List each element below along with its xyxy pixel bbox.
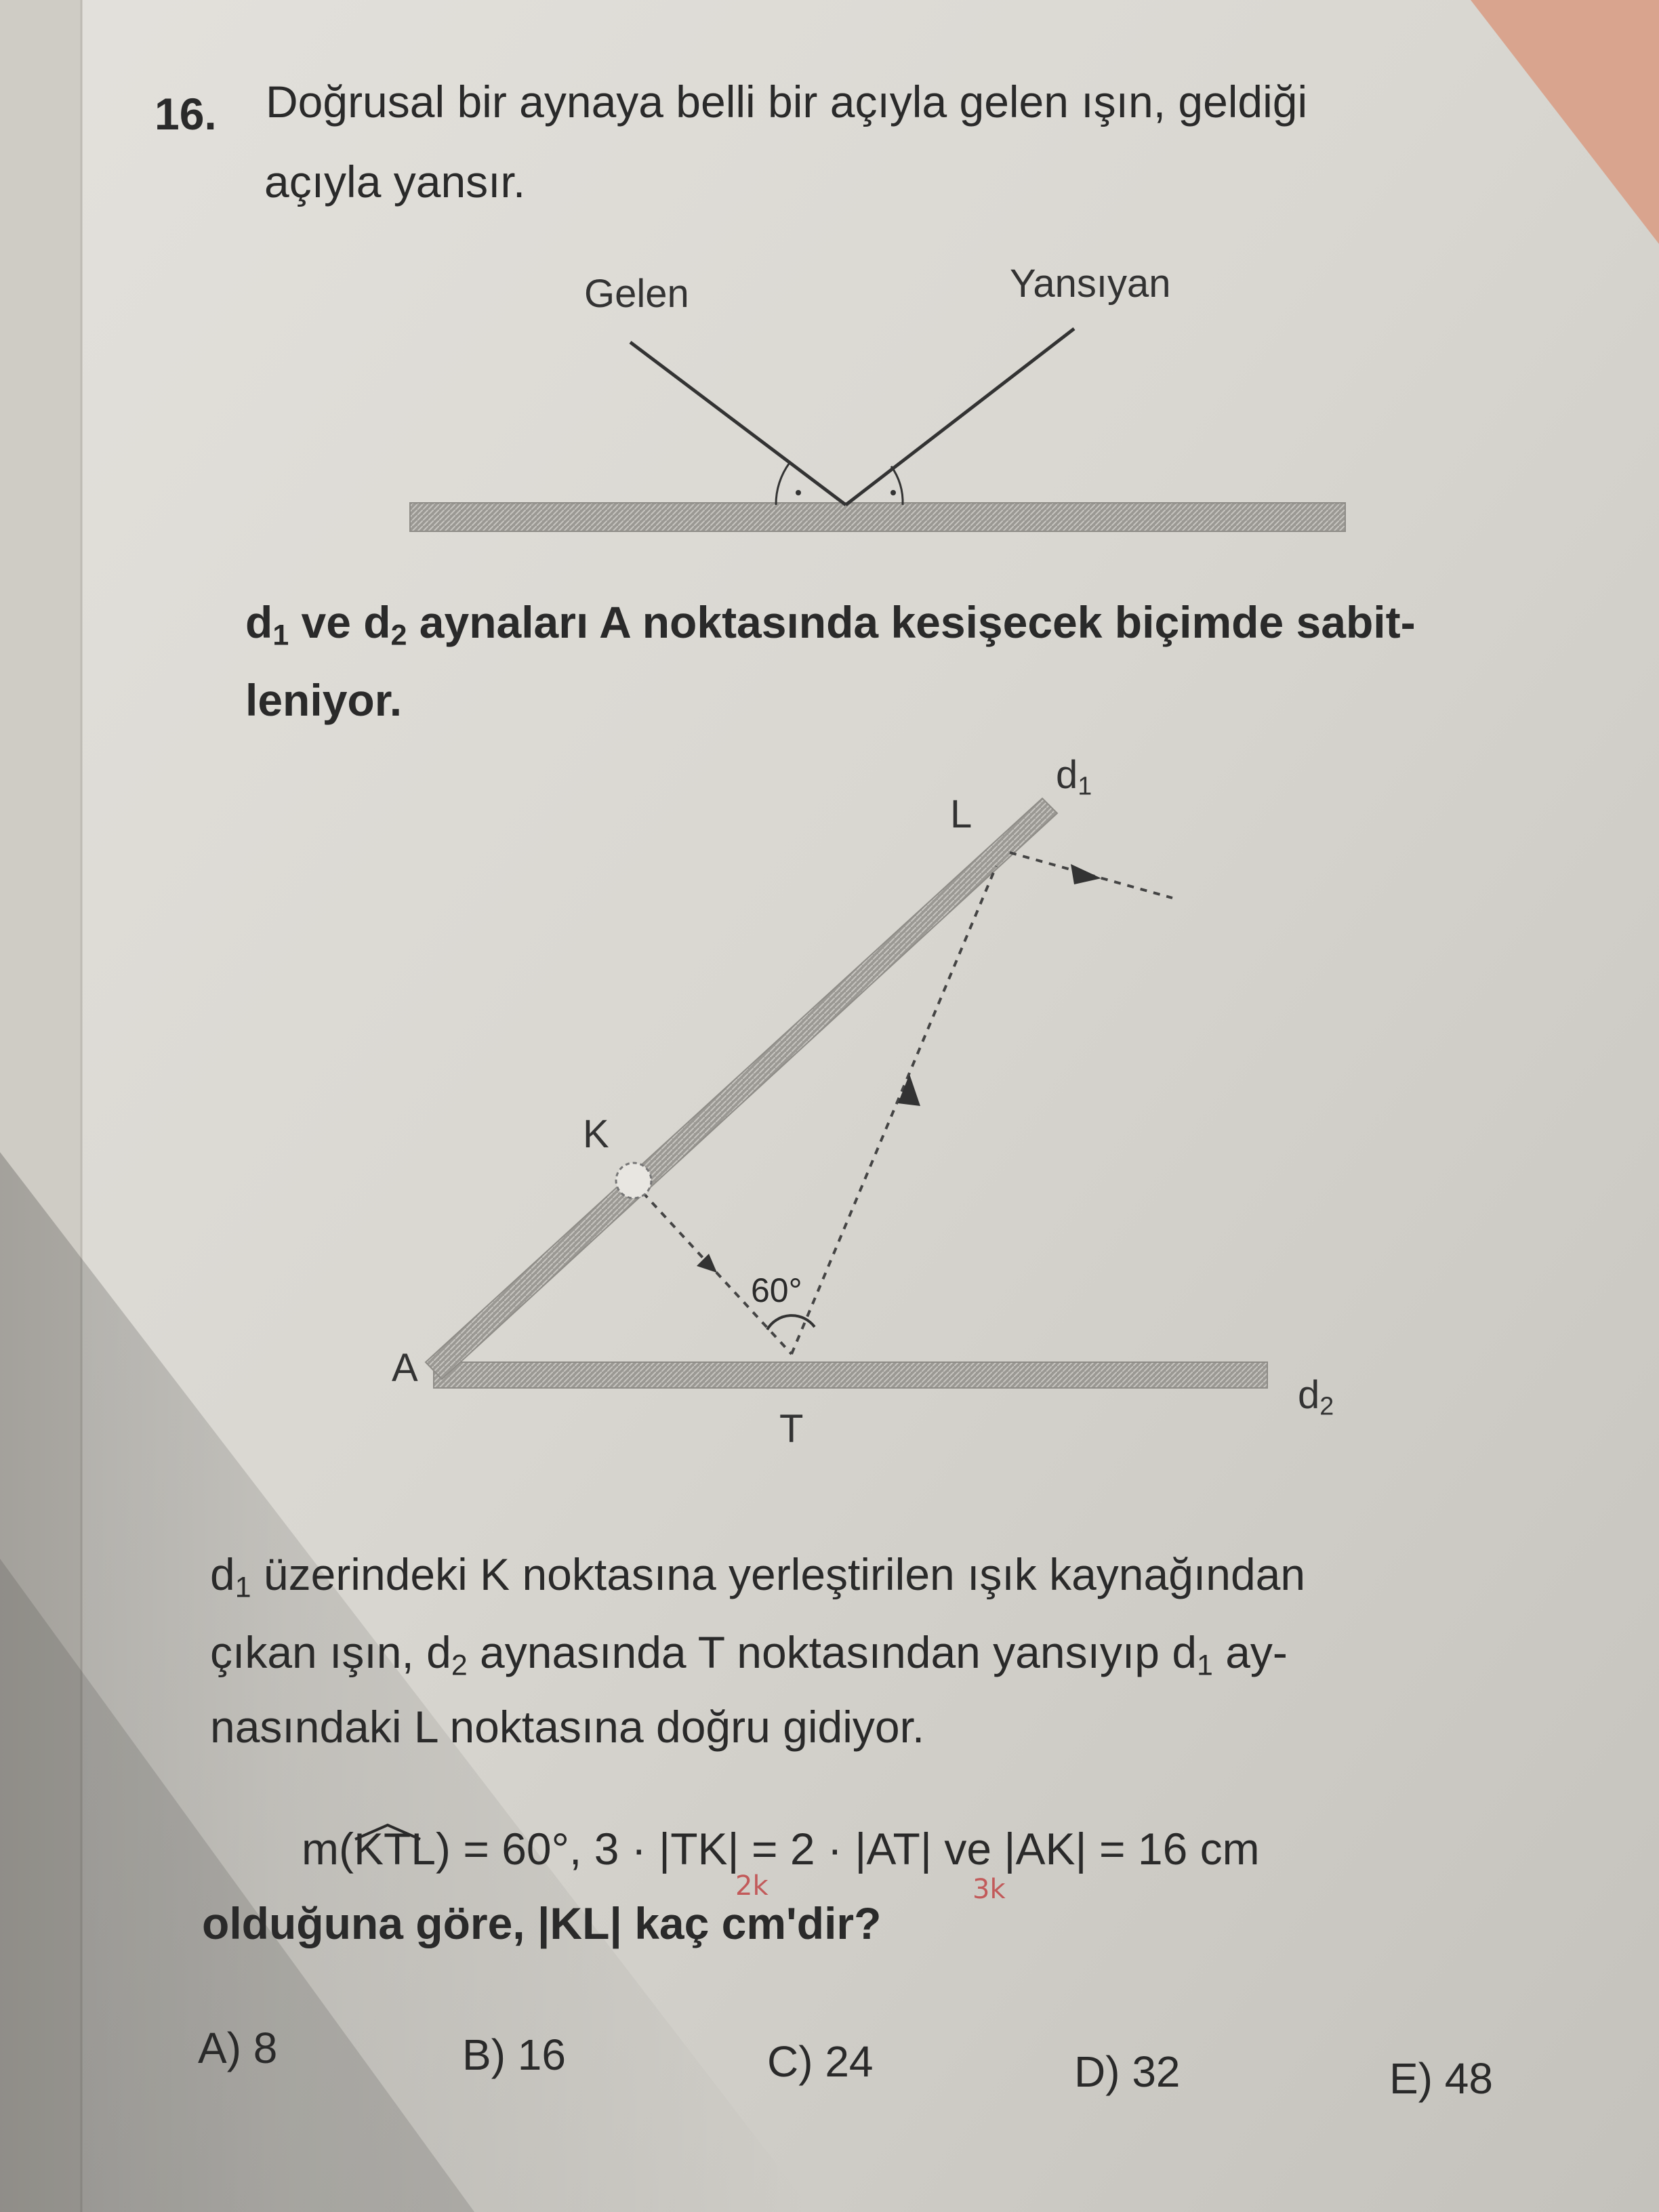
- arrow-after-l: [1071, 864, 1101, 884]
- incoming-label: Gelen: [584, 272, 689, 316]
- option-e[interactable]: E) 48: [1389, 2054, 1493, 2103]
- light-source-k: [616, 1163, 651, 1198]
- reflected-label: Yansıyan: [1010, 262, 1171, 306]
- mirror-d2-label: $d_2$: [1298, 1373, 1334, 1420]
- angle-ktl: KTL: [353, 1824, 436, 1874]
- point-t-label: T: [779, 1407, 804, 1451]
- arrow-k-to-t: [697, 1254, 717, 1273]
- setup-line-2: leniyor.: [245, 675, 403, 725]
- point-k-label: K: [583, 1112, 609, 1156]
- question-prompt: olduğuna göre, |KL| kaç cm'dir?: [202, 1898, 882, 1948]
- body-line-3: nasındaki L noktasına doğru gidiyor.: [210, 1702, 925, 1752]
- point-l-label: L: [950, 792, 972, 836]
- handwritten-note-3k: 3k: [972, 1874, 1006, 1905]
- body-line-2: çıkan ışın, $d_2$ aynasında T noktasından yansıyıp $d_1$ ay-: [210, 1627, 1288, 1682]
- handwritten-note-2k: 2k: [735, 1870, 769, 1902]
- point-a-label: A: [392, 1346, 418, 1390]
- question-number: 16.: [155, 89, 217, 139]
- mirror-d1: [426, 798, 1057, 1379]
- option-b[interactable]: B) 16: [462, 2030, 566, 2079]
- angle-60-label: 60°: [751, 1271, 802, 1309]
- intro-line-1: Doğrusal bir aynaya belli bir açıyla gelen ışın, geldiği: [266, 77, 1308, 127]
- angle-60-arc: [767, 1315, 815, 1330]
- body-line-1: $d_1$ üzerindeki K noktasına yerleştirilen ışık kaynağından: [210, 1549, 1306, 1604]
- mirror-d2: [434, 1362, 1267, 1388]
- option-d[interactable]: D) 32: [1074, 2047, 1181, 2096]
- intro-line-2: açıyla yansır.: [264, 157, 526, 207]
- setup-line-1: $d_1$ ve $d_2$ aynaları A noktasında kesişecek biçimde sabit-: [245, 597, 1416, 652]
- option-c[interactable]: C) 24: [767, 2037, 874, 2086]
- condition-line: m( KTL) = 60°, 3 · |TK| = 2 · |AT| ve |AK| = 16 cm: [302, 1824, 1260, 1874]
- option-a[interactable]: A) 8: [198, 2024, 278, 2072]
- mirror-d1-label: $d_1$: [1056, 753, 1092, 800]
